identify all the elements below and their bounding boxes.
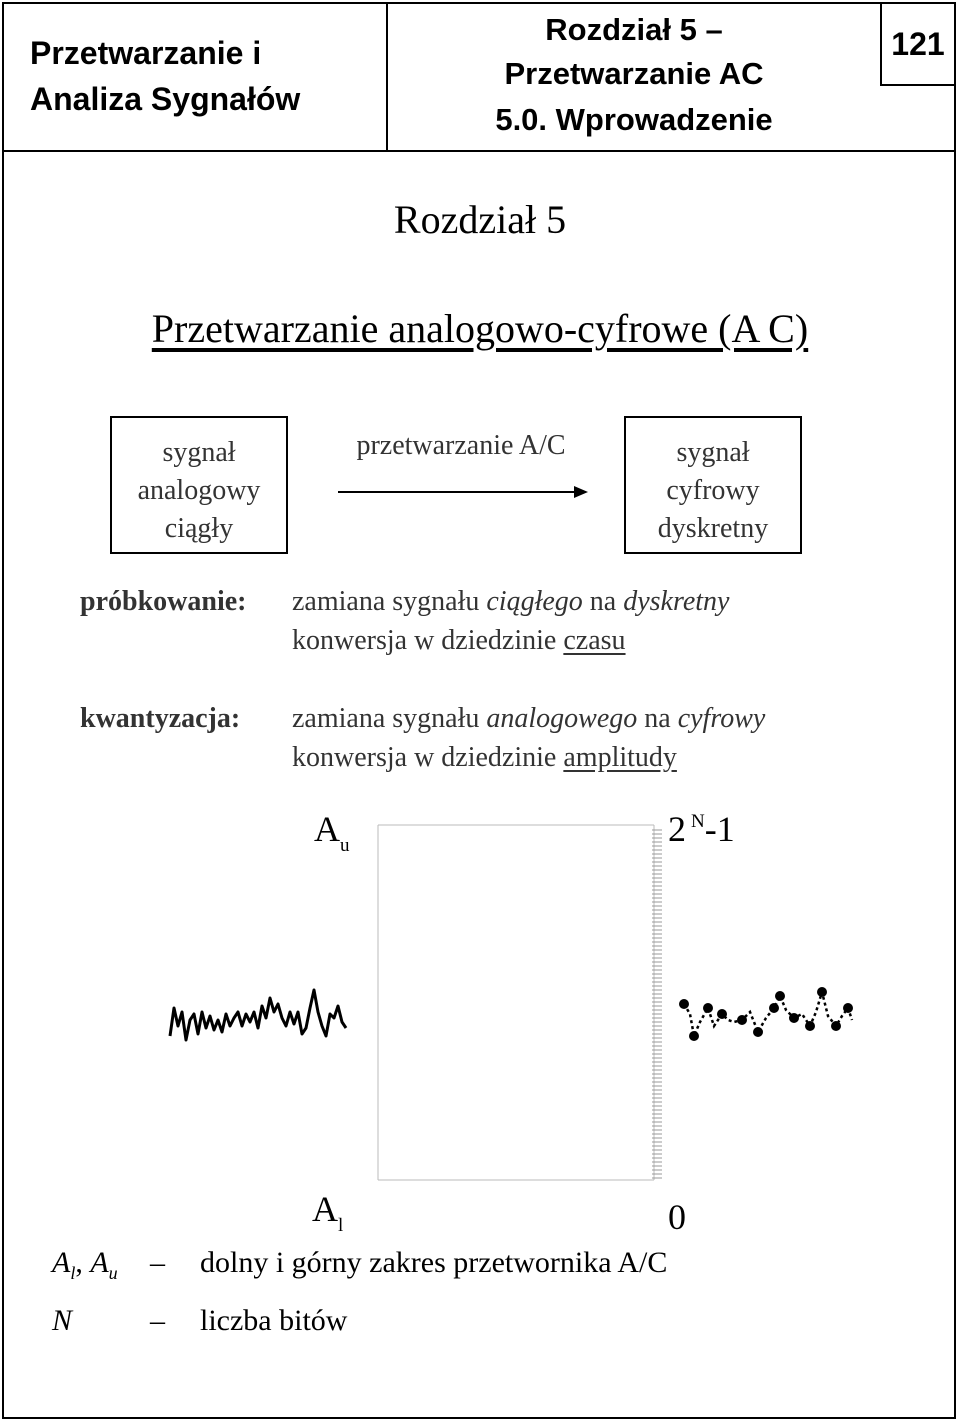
chapter-heading-line2: Przetwarzanie AC (504, 56, 764, 91)
max-code-base: 2 (668, 809, 686, 849)
digital-sample-point (703, 1003, 713, 1013)
digital-sample-points (679, 987, 853, 1041)
chapter-heading (388, 2, 880, 150)
digital-sample-point (775, 991, 785, 1001)
output-box-line3: dyskretny (657, 513, 769, 544)
digital-signal-trace (684, 992, 852, 1036)
input-box-line3: ciągły (164, 513, 234, 544)
sampling-domain-text: konwersja w dziedzinie (292, 625, 564, 656)
legend-separator: , (75, 1246, 91, 1279)
quantization-text-a: zamiana sygnału (292, 703, 487, 734)
course-title-line2: Analiza Sygnałów (30, 81, 301, 117)
sampling-text-b: ciągłego (486, 586, 583, 617)
process-arrow (336, 482, 590, 502)
sampling-text-c: na (582, 586, 624, 617)
digital-sample-point (737, 1015, 747, 1025)
chapter-title: Rozdział 5 (393, 197, 567, 242)
quantization-figure (0, 800, 960, 1210)
sampling-text-d: dyskretny (623, 586, 730, 617)
digital-sample-point (805, 1021, 815, 1031)
legend-bits-description: liczba bitów (200, 1304, 348, 1337)
digital-sample-point (789, 1013, 799, 1023)
page-number: 121 (880, 2, 954, 86)
legend-range-description: dolny i górny zakres przetwornika A/C (200, 1246, 668, 1279)
section-heading: 5.0. Wprowadzenie (495, 102, 773, 137)
output-box-line2: cyfrowy (666, 475, 760, 506)
sampling-definition-line2 (292, 625, 626, 657)
upper-range-symbol: A (314, 809, 340, 849)
legend-dash-2: – (150, 1304, 165, 1337)
output-box-line1: sygnał (676, 437, 750, 468)
input-signal-box (110, 416, 288, 554)
quantization-domain: amplitudy (563, 742, 677, 773)
quantization-term: kwantyzacja: (80, 703, 241, 734)
legend-al-symbol: A (52, 1246, 71, 1279)
digital-sample-point (689, 1031, 699, 1041)
page-header (2, 2, 956, 152)
process-label: przetwarzanie A/C (356, 430, 566, 461)
digital-sample-point (679, 999, 689, 1009)
lower-range-label (312, 1188, 343, 1237)
quantization-text-c: na (637, 703, 678, 734)
max-code-tail: -1 (704, 809, 735, 849)
legend-bits-symbol (52, 1304, 72, 1338)
legend-al-subscript: l (70, 1263, 76, 1283)
min-code-label: 0 (668, 1197, 686, 1237)
digital-sample-point (843, 1003, 853, 1013)
digital-sample-point (753, 1027, 763, 1037)
quantization-text-b: analogowego (486, 703, 638, 734)
chapter-heading-line1: Rozdział 5 – (545, 12, 723, 47)
lower-range-subscript: l (338, 1215, 344, 1236)
digital-sample-point (769, 1003, 779, 1013)
legend-au-subscript: u (108, 1263, 118, 1283)
digital-sample-point (831, 1021, 841, 1031)
sampling-term: próbkowanie: (80, 586, 247, 617)
digital-sample-point (717, 1009, 727, 1019)
sampling-definition-line1 (292, 586, 729, 618)
output-signal-box (624, 416, 802, 554)
input-box-line1: sygnał (162, 437, 236, 468)
chapter-subtitle: Przetwarzanie analogowo-cyfrowe (A C) (151, 306, 809, 351)
quantization-definition-line2 (292, 742, 677, 774)
sampling-domain: czasu (563, 625, 626, 656)
legend-n-symbol: N (52, 1304, 73, 1337)
analog-signal-trace (170, 990, 346, 1040)
legend-dash-1: – (150, 1246, 165, 1279)
max-code-exponent: N (691, 811, 705, 832)
quantization-definition-line1 (292, 703, 765, 735)
input-box-line2: analogowy (137, 475, 261, 506)
lower-range-symbol: A (312, 1189, 338, 1229)
digital-sample-point (817, 987, 827, 997)
converter-range-frame (378, 825, 654, 1180)
quantization-domain-text: konwersja w dziedzinie (292, 742, 564, 773)
legend-range-symbols (52, 1246, 118, 1284)
sampling-text-a: zamiana sygnału (292, 586, 487, 617)
quantization-text-d: cyfrowy (677, 703, 766, 734)
upper-range-subscript: u (340, 835, 350, 856)
course-title-line1: Przetwarzanie i (30, 35, 262, 71)
course-title (2, 2, 388, 150)
legend-au-symbol: A (90, 1246, 109, 1279)
